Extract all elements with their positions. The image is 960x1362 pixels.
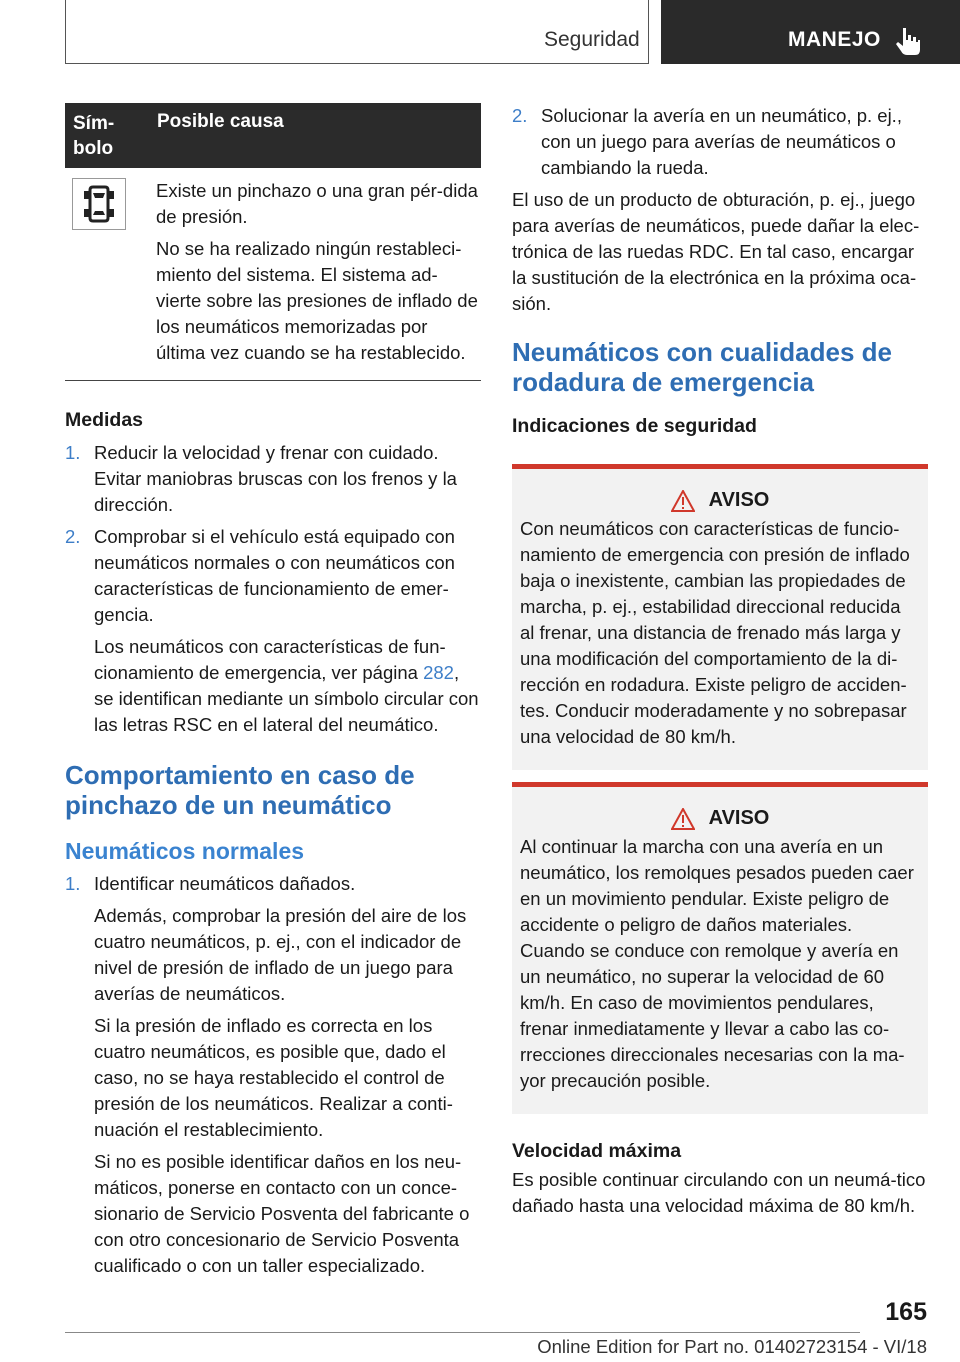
warning-text: Al continuar la marcha con una avería en un neumático, los remolques pesados pueden caer en un movimiento pendular. Existe peligro de accidente o peligro de daños materiales. Cuando se conduce con remolque y avería en un neumático, no superar la velocidad de 60 km/h. En caso de movimientos pendulares, frenar inmediatamente y llevar a cabo las co-rrecciones direccionales necesarias con la ma-yor precaución posible. [520, 836, 914, 1091]
page-link-282[interactable]: 282 [423, 662, 454, 683]
step1-detail-2: Si la presión de inflado es correcta en los cuatro neumáticos, es posible que, dado el caso, no se haya restablecido el control de presión de los neumáticos. Realizar a conti-nuación el restablecimiento. [94, 1015, 453, 1140]
list-item: 2. Comprobar si el vehículo está equipado con neumáticos normales o con neumáticos con características de funcionamiento de emer-gencia. [65, 526, 455, 625]
warning-triangle-icon [671, 808, 695, 830]
list-item: 2. Solucionar la avería en un neumático, p. ej., con un juego para averías de neumáticos o cambiando la rueda. [512, 105, 902, 178]
step1-detail-3: Si no es posible identificar daños en los neu-máticos, ponerse en contacto con un conce-sionario de Servicio Posventa del fabricante o con otro concesionario de Servicio Posventa cualificado o con un taller especializado. [94, 1151, 470, 1276]
cause-text-2: No se ha realizado ningún restableci-miento del sistema. El sistema ad-vierte sobre las presiones de inflado de los neumáticos memorizadas por última vez cuando se ha restablecido. [156, 238, 478, 363]
section-heading-runflat: Neumáticos con cualidades de rodadura de emergencia [512, 337, 893, 397]
right-column [512, 103, 928, 1219]
edition-footer: Online Edition for Part no. 01402723154 - VI/18 [537, 1336, 927, 1357]
footer-divider [65, 1332, 860, 1333]
warning-title: AVISO [708, 807, 770, 829]
table-header-cause: Posible causa [157, 111, 284, 132]
cause-text-1: Existe un pinchazo o una gran pér-dida de presión. [156, 180, 478, 227]
sealant-paragraph: El uso de un producto de obturación, p. ej., juego para averías de neumáticos, puede dañar la elec-trónica de las ruedas RDC. En tal caso, encargar la sustitución de la electrónica en la próxima oca-sión. [512, 189, 920, 314]
max-speed-text: Es posible continuar circulando con un neumá-tico dañado hasta una velocidad máxima de 80 km/h. [512, 1169, 926, 1216]
hand-pointer-icon [894, 26, 922, 56]
rsc-note: Los neumáticos con características de fun-cionamiento de emergencia, ver página 282, se identifican mediante un símbolo circular con las letras RSC en el lateral del neumático. [94, 636, 479, 735]
warning-box [512, 464, 928, 770]
warning-text: Con neumáticos con características de funcio-namiento de emergencia con presión de inflado baja o inexistente, cambian las propiedades de marcha, p. ej., estabilidad direccional reducida al frenar, una distancia de frenado más larga y una modificación del comportamiento de la di-rección en rodadura. Existe peligro de acciden-tes. Conducir moderadamente y no sobrepasar una velocidad de 80 km/h. [520, 518, 910, 747]
warning-triangle-icon [671, 490, 695, 512]
header-chapter-label: MANEJO [788, 28, 881, 51]
list-item: 1. Reducir la velocidad y frenar con cuidado. Evitar maniobras bruscas con los frenos y la dirección. [65, 442, 457, 515]
page-number: 165 [885, 1298, 927, 1326]
warning-box [512, 782, 928, 1114]
medidas-heading: Medidas [65, 409, 144, 431]
table-row [65, 168, 481, 381]
tire-pressure-car-icon [72, 178, 126, 230]
table-header [65, 103, 481, 168]
left-column [65, 103, 481, 1279]
list-item: 1. Identificar neumáticos dañados. [65, 873, 356, 894]
safety-heading: Indicaciones de seguridad [512, 415, 757, 437]
header-section-title: Seguridad [544, 28, 640, 51]
table-header-symbol: Sím- bolo [73, 113, 115, 159]
max-speed-heading: Velocidad máxima [512, 1140, 682, 1162]
warning-title: AVISO [708, 489, 770, 511]
step1-detail-1: Además, comprobar la presión del aire de los cuatro neumáticos, p. ej., con el indicador de nivel de presión de inflado de un juego para averías de neumáticos. [94, 905, 467, 1004]
subsection-heading-normales: Neumáticos normales [65, 838, 305, 864]
section-heading-pinchazo: Comportamiento en caso de pinchazo de un neumático [65, 760, 415, 820]
